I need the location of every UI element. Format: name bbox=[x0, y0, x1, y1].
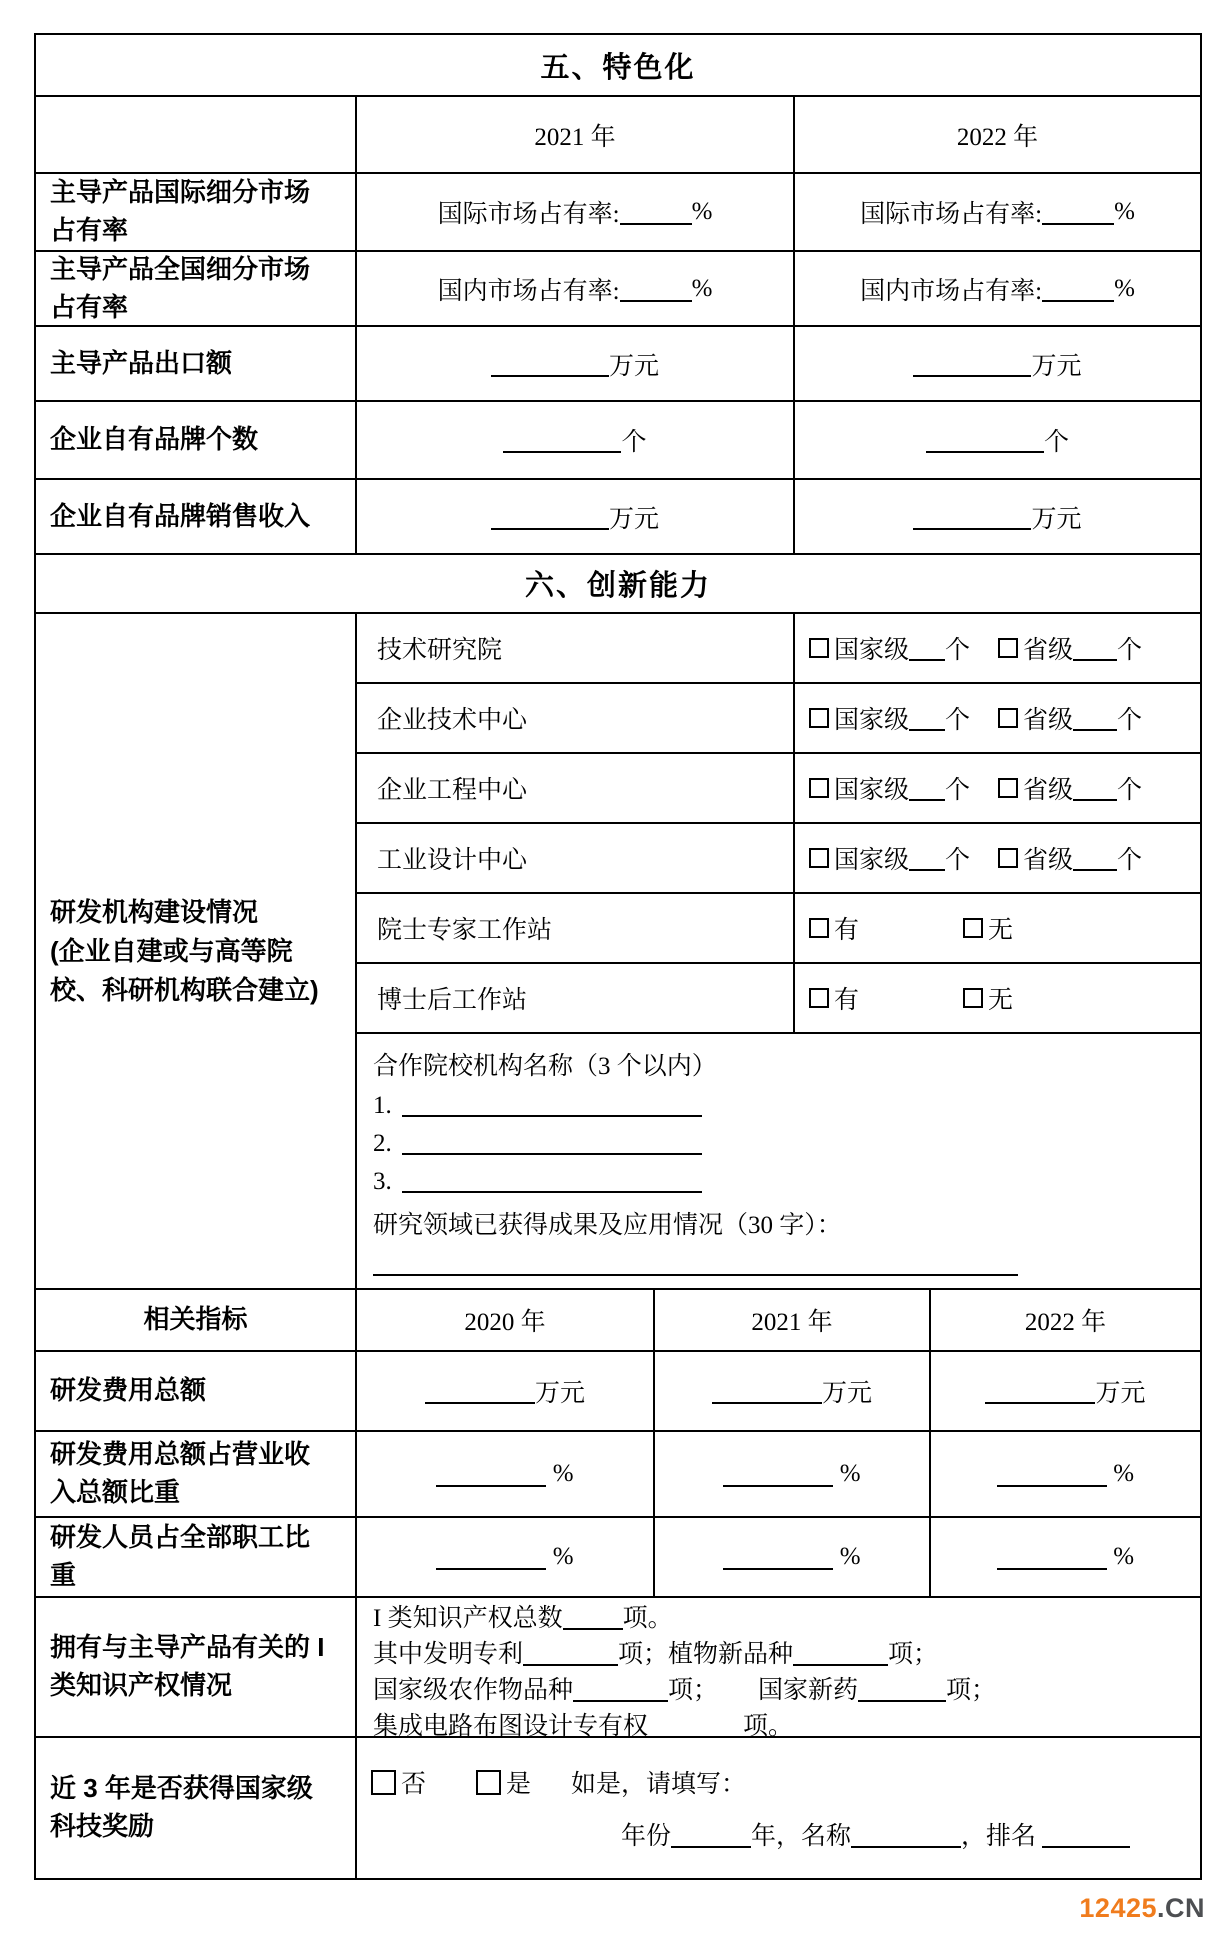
org-row-enterprise-tech-center bbox=[357, 684, 1202, 754]
rd-personnel-blank-2021[interactable] bbox=[723, 1544, 833, 1570]
metrics-year-2022: 2022 年 bbox=[931, 1290, 1202, 1352]
domestic-share-cell-2021 bbox=[357, 252, 795, 327]
intl-share-blank-2021[interactable] bbox=[620, 199, 692, 225]
ip-plant-blank[interactable] bbox=[793, 1640, 888, 1666]
row-label: 企业自有品牌销售收入 bbox=[36, 480, 357, 555]
org-name: 企业技术中心 bbox=[357, 684, 795, 754]
percent-sign: % bbox=[691, 274, 713, 302]
coop-result-label: 研究领域已获得成果及应用情况（30 字）： bbox=[373, 1212, 842, 1239]
yes-checkbox[interactable] bbox=[809, 988, 829, 1008]
count-unit: 个 bbox=[945, 847, 971, 874]
org-name: 企业工程中心 bbox=[357, 754, 795, 824]
unit-label: % bbox=[552, 1460, 574, 1487]
award-prompt: 如是，请填写： bbox=[571, 1771, 747, 1798]
provincial-count-blank[interactable] bbox=[1073, 775, 1117, 801]
brand-revenue-cell-2021 bbox=[357, 480, 795, 555]
org-row-tech-institute bbox=[357, 614, 1202, 684]
provincial-count-blank[interactable] bbox=[1073, 705, 1117, 731]
award-no-checkbox[interactable] bbox=[371, 1770, 396, 1795]
rd-ratio-cell-2021 bbox=[655, 1432, 931, 1518]
brand-count-cell-2022 bbox=[795, 402, 1202, 480]
unit-label: 个 bbox=[621, 429, 647, 456]
ip-text: 项； bbox=[668, 1677, 719, 1704]
unit-label: 万元 bbox=[1031, 505, 1082, 533]
provincial-checkbox[interactable] bbox=[998, 848, 1018, 868]
table-row-ip bbox=[36, 1598, 1202, 1738]
count-unit: 个 bbox=[1117, 707, 1143, 734]
provincial-label: 省级 bbox=[1023, 777, 1074, 804]
rd-label-line2: (企业自建或与高等院校、科研机构联合建立) bbox=[50, 935, 319, 1005]
field-prefix: 国际市场占有率: bbox=[437, 201, 620, 228]
ip-patent-blank[interactable] bbox=[523, 1640, 618, 1666]
count-unit: 个 bbox=[945, 637, 971, 664]
domestic-share-cell-2022 bbox=[795, 252, 1202, 327]
rd-expense-blank-2021[interactable] bbox=[712, 1378, 822, 1404]
brand-count-blank-2022[interactable] bbox=[926, 427, 1044, 453]
rd-ratio-cell-2020 bbox=[357, 1432, 655, 1518]
org-name: 工业设计中心 bbox=[357, 824, 795, 894]
national-checkbox[interactable] bbox=[809, 708, 829, 728]
percent-sign: % bbox=[691, 198, 713, 225]
row-label: 主导产品出口额 bbox=[36, 327, 357, 402]
ip-text: 项。 bbox=[743, 1713, 794, 1740]
table-row-domestic-share bbox=[36, 252, 1202, 327]
coop-item-blank-1[interactable] bbox=[402, 1091, 702, 1117]
section6-title: 六、创新能力 bbox=[36, 555, 1202, 614]
field-prefix: 国内市场占有率: bbox=[437, 277, 620, 305]
national-count-blank[interactable] bbox=[909, 635, 945, 661]
percent-sign: % bbox=[1114, 198, 1135, 225]
ip-crop-blank[interactable] bbox=[573, 1676, 668, 1702]
section5-year-header-row bbox=[36, 97, 1202, 174]
row-label: 企业自有品牌个数 bbox=[36, 402, 357, 480]
table-row-brand-revenue bbox=[36, 480, 1202, 555]
national-checkbox[interactable] bbox=[809, 778, 829, 798]
intl-share-cell-2022 bbox=[795, 174, 1202, 252]
table-row-intl-share bbox=[36, 174, 1202, 252]
award-name-label: 年，名称 bbox=[751, 1823, 852, 1850]
watermark-orange-text: 12425 bbox=[1079, 1893, 1157, 1923]
empty-corner-cell bbox=[36, 97, 357, 174]
no-checkbox[interactable] bbox=[963, 918, 983, 938]
rd-personnel-cell-2022 bbox=[931, 1518, 1202, 1598]
brand-revenue-blank-2022[interactable] bbox=[913, 504, 1031, 530]
unit-label: 万元 bbox=[1031, 352, 1082, 380]
rd-institutions-label bbox=[36, 614, 357, 1290]
award-yes-label: 是 bbox=[506, 1771, 532, 1798]
coop-row bbox=[357, 1034, 1202, 1290]
ip-text: 项； bbox=[946, 1677, 997, 1704]
field-prefix: 国际市场占有率: bbox=[860, 201, 1043, 228]
metrics-year-2021: 2021 年 bbox=[655, 1290, 931, 1352]
form-table bbox=[34, 33, 1202, 1880]
rd-expense-cell-2022 bbox=[931, 1352, 1202, 1432]
brand-count-cell-2021 bbox=[357, 402, 795, 480]
export-blank-2022[interactable] bbox=[913, 351, 1031, 377]
unit-label: 个 bbox=[1043, 429, 1069, 456]
no-checkbox[interactable] bbox=[963, 988, 983, 1008]
org-name: 博士后工作站 bbox=[357, 964, 795, 1034]
rd-expense-cell-2020 bbox=[357, 1352, 655, 1432]
brand-count-blank-2021[interactable] bbox=[503, 427, 621, 453]
row-label: 主导产品全国细分市场占有率 bbox=[36, 252, 357, 327]
percent-sign: % bbox=[1114, 274, 1135, 302]
provincial-count-blank[interactable] bbox=[1073, 635, 1117, 661]
count-unit: 个 bbox=[945, 707, 971, 734]
watermark-dark-text: .CN bbox=[1157, 1893, 1205, 1923]
ip-drug-blank[interactable] bbox=[858, 1676, 946, 1702]
ip-text: I 类知识产权总数 bbox=[373, 1605, 563, 1632]
ip-line-1 bbox=[373, 1598, 673, 1634]
count-unit: 个 bbox=[1117, 777, 1143, 804]
yes-label: 有 bbox=[834, 987, 860, 1014]
provincial-label: 省级 bbox=[1023, 637, 1074, 664]
unit-label: 万元 bbox=[608, 505, 659, 533]
award-line-2 bbox=[621, 1816, 1130, 1852]
row-label: 主导产品国际细分市场占有率 bbox=[36, 174, 357, 252]
org-row-postdoc-workstation bbox=[357, 964, 1202, 1034]
no-label: 无 bbox=[988, 987, 1014, 1014]
coop-item-blank-3[interactable] bbox=[402, 1167, 702, 1193]
award-year-blank[interactable] bbox=[671, 1822, 751, 1848]
row-label: 拥有与主导产品有关的 I 类知识产权情况 bbox=[36, 1598, 357, 1738]
ip-text: 国家新药 bbox=[758, 1677, 859, 1704]
row-label: 研发费用总额 bbox=[36, 1352, 357, 1432]
metrics-year-2020: 2020 年 bbox=[357, 1290, 655, 1352]
org-grade-options bbox=[795, 614, 1202, 684]
rd-ratio-blank-2022[interactable] bbox=[997, 1461, 1107, 1487]
coop-item-number: 3. bbox=[373, 1168, 392, 1195]
provincial-checkbox[interactable] bbox=[998, 638, 1018, 658]
table-row-rd-expense bbox=[36, 1352, 1202, 1432]
unit-label: 万元 bbox=[821, 1380, 872, 1407]
org-yesno-options bbox=[795, 964, 1202, 1034]
ip-text: 其中发明专利 bbox=[373, 1641, 524, 1668]
ip-text: 项； bbox=[888, 1641, 939, 1668]
coop-item-number: 1. bbox=[373, 1092, 392, 1119]
export-cell-2022 bbox=[795, 327, 1202, 402]
provincial-label: 省级 bbox=[1023, 707, 1074, 734]
coop-item-2 bbox=[373, 1129, 702, 1158]
national-label: 国家级 bbox=[834, 637, 910, 664]
rd-personnel-blank-2020[interactable] bbox=[436, 1544, 546, 1570]
yes-checkbox[interactable] bbox=[809, 918, 829, 938]
award-rank-blank[interactable] bbox=[1042, 1822, 1130, 1848]
ip-text: 国家级农作物品种 bbox=[373, 1677, 574, 1704]
provincial-checkbox[interactable] bbox=[998, 708, 1018, 728]
metrics-header-row bbox=[36, 1290, 1202, 1352]
org-grade-options bbox=[795, 824, 1202, 894]
national-label: 国家级 bbox=[834, 777, 910, 804]
brand-revenue-cell-2022 bbox=[795, 480, 1202, 555]
unit-label: % bbox=[839, 1460, 861, 1487]
unit-label: % bbox=[552, 1543, 574, 1570]
ip-detail-cell bbox=[357, 1598, 1202, 1738]
rd-ratio-cell-2022 bbox=[931, 1432, 1202, 1518]
table-row-rd-personnel-ratio bbox=[36, 1518, 1202, 1598]
org-name: 技术研究院 bbox=[357, 614, 795, 684]
count-unit: 个 bbox=[1117, 637, 1143, 664]
org-yesno-options bbox=[795, 894, 1202, 964]
yes-label: 有 bbox=[834, 917, 860, 944]
export-cell-2021 bbox=[357, 327, 795, 402]
unit-label: 万元 bbox=[1095, 1380, 1146, 1407]
coop-item-number: 2. bbox=[373, 1130, 392, 1157]
intl-share-cell-2021 bbox=[357, 174, 795, 252]
coop-item-blank-2[interactable] bbox=[402, 1129, 702, 1155]
org-row-engineering-center bbox=[357, 754, 1202, 824]
count-unit: 个 bbox=[945, 777, 971, 804]
rd-personnel-cell-2020 bbox=[357, 1518, 655, 1598]
unit-label: % bbox=[839, 1543, 861, 1570]
table-row-brand-count bbox=[36, 402, 1202, 480]
org-row-industrial-design-center bbox=[357, 824, 1202, 894]
org-grade-options bbox=[795, 684, 1202, 754]
no-label: 无 bbox=[988, 917, 1014, 944]
rd-expense-cell-2021 bbox=[655, 1352, 931, 1432]
org-row-academician-workstation bbox=[357, 894, 1202, 964]
rd-ratio-blank-2020[interactable] bbox=[436, 1461, 546, 1487]
rd-expense-blank-2020[interactable] bbox=[425, 1378, 535, 1404]
rd-ratio-blank-2021[interactable] bbox=[723, 1461, 833, 1487]
ip-line-4 bbox=[373, 1706, 793, 1742]
export-blank-2021[interactable] bbox=[491, 351, 609, 377]
rd-personnel-blank-2022[interactable] bbox=[997, 1544, 1107, 1570]
rd-institutions-block bbox=[36, 614, 1202, 1290]
coop-result-blank[interactable] bbox=[373, 1250, 1018, 1276]
rd-institutions-right-column bbox=[357, 614, 1202, 1290]
section5-title: 五、特色化 bbox=[36, 35, 1202, 97]
rd-personnel-cell-2021 bbox=[655, 1518, 931, 1598]
count-unit: 个 bbox=[1117, 847, 1143, 874]
national-checkbox[interactable] bbox=[809, 848, 829, 868]
year-header-2021: 2021 年 bbox=[357, 97, 795, 174]
domestic-share-blank-2022[interactable] bbox=[1042, 276, 1114, 302]
coop-cell bbox=[357, 1034, 1202, 1290]
row-label: 研发人员占全部职工比重 bbox=[36, 1518, 357, 1598]
unit-label: % bbox=[1113, 1460, 1135, 1487]
intl-share-blank-2022[interactable] bbox=[1042, 199, 1114, 225]
year-header-2022: 2022 年 bbox=[795, 97, 1202, 174]
rd-expense-blank-2022[interactable] bbox=[985, 1378, 1095, 1404]
provincial-count-blank[interactable] bbox=[1073, 845, 1117, 871]
watermark bbox=[1079, 1893, 1205, 1924]
domestic-share-blank-2021[interactable] bbox=[620, 276, 692, 302]
unit-label: 万元 bbox=[608, 352, 659, 380]
rd-label-line1: 研发机构建设情况 bbox=[50, 896, 259, 927]
award-year-label: 年份 bbox=[621, 1823, 672, 1850]
provincial-label: 省级 bbox=[1023, 847, 1074, 874]
coop-title: 合作院校机构名称（3 个以内） bbox=[373, 1053, 717, 1080]
row-label: 近 3 年是否获得国家级科技奖励 bbox=[36, 1738, 357, 1880]
section5-title-row bbox=[36, 35, 1202, 97]
national-checkbox[interactable] bbox=[809, 638, 829, 658]
org-name: 院士专家工作站 bbox=[357, 894, 795, 964]
award-line-1 bbox=[371, 1764, 746, 1800]
award-name-blank[interactable] bbox=[851, 1822, 961, 1848]
ip-line-2 bbox=[373, 1634, 938, 1670]
national-label: 国家级 bbox=[834, 707, 910, 734]
coop-item-3 bbox=[373, 1167, 702, 1196]
unit-label: 万元 bbox=[534, 1380, 585, 1407]
ip-text: 项；植物新品种 bbox=[618, 1641, 794, 1668]
national-count-blank[interactable] bbox=[909, 845, 945, 871]
provincial-checkbox[interactable] bbox=[998, 778, 1018, 798]
award-detail-cell bbox=[357, 1738, 1202, 1880]
award-no-label: 否 bbox=[401, 1771, 427, 1798]
table-row-export bbox=[36, 327, 1202, 402]
org-grade-options bbox=[795, 754, 1202, 824]
award-yes-checkbox[interactable] bbox=[476, 1770, 501, 1795]
section6-title-row bbox=[36, 555, 1202, 614]
table-row-rd-expense-ratio bbox=[36, 1432, 1202, 1518]
award-rank-label: ，排名 bbox=[961, 1823, 1037, 1850]
coop-item-1 bbox=[373, 1091, 702, 1120]
row-label: 研发费用总额占营业收入总额比重 bbox=[36, 1432, 357, 1518]
ip-layout-blank[interactable] bbox=[648, 1712, 743, 1738]
national-label: 国家级 bbox=[834, 847, 910, 874]
metrics-header-label: 相关指标 bbox=[36, 1290, 357, 1352]
brand-revenue-blank-2021[interactable] bbox=[491, 504, 609, 530]
ip-line-3 bbox=[373, 1670, 996, 1706]
field-prefix: 国内市场占有率: bbox=[860, 277, 1043, 305]
national-count-blank[interactable] bbox=[909, 775, 945, 801]
ip-total-blank[interactable] bbox=[563, 1604, 623, 1630]
ip-text: 项。 bbox=[622, 1605, 673, 1632]
table-row-award bbox=[36, 1738, 1202, 1880]
unit-label: % bbox=[1113, 1543, 1135, 1570]
national-count-blank[interactable] bbox=[909, 705, 945, 731]
ip-text: 集成电路布图设计专有权 bbox=[373, 1713, 649, 1740]
